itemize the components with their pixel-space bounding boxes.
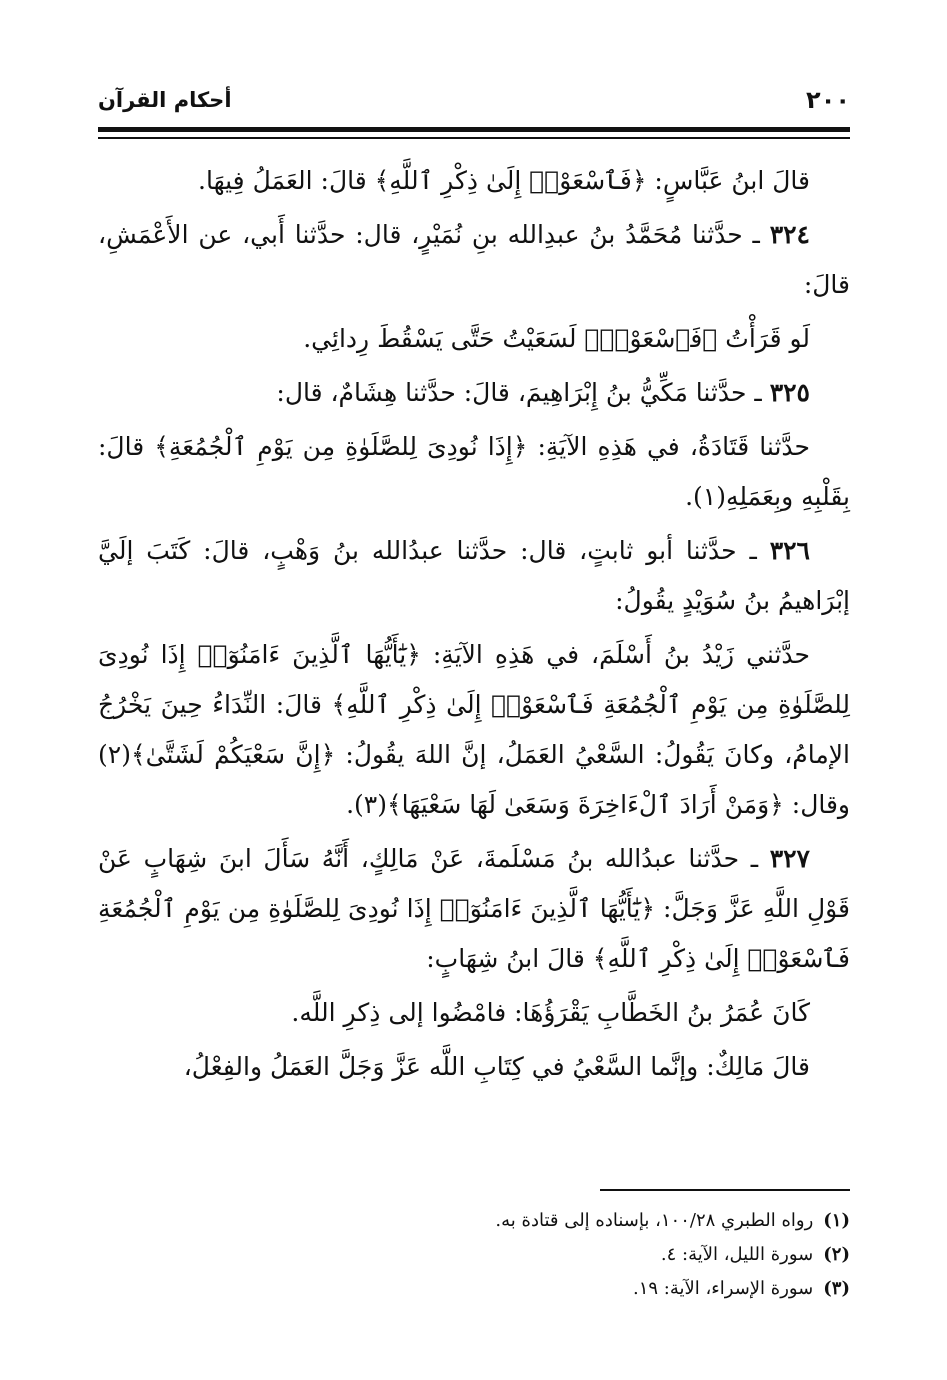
paragraph-text: ـ حدَّثنا عبدُالله بنُ مَسْلَمةَ، عَنْ مَالِكٍ، أَنَّهُ سَأَلَ ابنَ شِهَابٍ عَنْ قَوْلِ اللَّهِ عَزَّ وَجَلَّ: ﴿يَٰٓأَيُّهَا ٱلَّذِينَ ءَامَنُوٓا۟ إِذَا نُودِىَ لِلصَّلَوٰةِ مِن يَوْمِ ٱلْجُمُعَةِ فَٱسْعَوْا۟ إِلَىٰ ذِكْرِ ٱللَّهِ﴾ قالَ ابنُ شِهَابٍ:	[98, 844, 850, 973]
paragraph	[98, 526, 850, 626]
paragraph-text: قالَ مَالِكٌ: وإنَّما السَّعْيُ في كِتَابِ اللَّه عَزَّ وَجَلَّ العَمَلُ والفِعْلُ،	[183, 1052, 810, 1081]
header-rule-thick	[98, 127, 850, 132]
paragraph-text: حدَّثنا قَتَادَةُ، في هَذِهِ الآيَةِ: ﴿إِذَا نُودِىَ لِلصَّلَوٰةِ مِن يَوْمِ ٱلْجُمُعَةِ﴾ قالَ: بِقَلْبِهِ وبِعَمَلِهِ(١).	[98, 432, 850, 511]
paragraph	[98, 988, 850, 1038]
paragraph-text: قالَ ابنُ عَبَّاسٍ: ﴿فَٱسْعَوْا۟ إِلَىٰ ذِكْرِ ٱللَّهِ﴾ قالَ: العَمَلُ فِيهَا.	[198, 166, 810, 195]
paragraph	[98, 1042, 850, 1092]
running-title: أحكام القرآن	[98, 88, 232, 112]
footnote-text: سورة الليل، الآية: ٤.	[660, 1244, 814, 1265]
hadith-number: ٣٢٦	[769, 536, 810, 565]
hadith-number: ٣٢٥	[769, 378, 810, 407]
paragraph	[98, 156, 850, 206]
page-header	[98, 86, 850, 120]
footnote-text: سورة الإسراء، الآية: ١٩.	[632, 1278, 814, 1299]
paragraph-text: ـ حدَّثنا مَكِّيُّ بنُ إِبْرَاهِيمَ، قالَ: حدَّثنا هِشَامٌ، قال:	[276, 378, 770, 407]
footnote	[98, 1204, 850, 1238]
header-rule-thin	[98, 137, 850, 139]
footnotes	[98, 1204, 850, 1306]
paragraph-text: كَانَ عُمَرُ بنُ الخَطَّابِ يَقْرَؤُهَا: فامْضُوا إلى ذِكرِ اللَّه.	[291, 998, 810, 1027]
footnote-separator	[600, 1189, 850, 1191]
paragraph-text: حدَّثني زَيْدُ بنُ أَسْلَمَ، في هَذِهِ الآيَةِ: ﴿يَٰٓأَيُّهَا ٱلَّذِينَ ءَامَنُوٓا۟ إِذَا نُودِىَ لِلصَّلَوٰةِ مِن يَوْمِ ٱلْجُمُعَةِ فَٱسْعَوْا۟ إِلَىٰ ذِكْرِ ٱللَّهِ﴾ قالَ: النِّدَاءُ حِينَ يَخْرُجُ الإمامُ، وكانَ يَقُولُ: السَّعْيُ العَمَلُ، إنَّ اللهَ يقُولُ: ﴿إِنَّ سَعْيَكُمْ لَشَتَّىٰ﴾(٢) وقال: ﴿وَمَنْ أَرَادَ ٱلْءَاخِرَةَ وَسَعَىٰ لَهَا سَعْيَهَا﴾(٣).	[98, 640, 850, 819]
paragraph-text: لَو قَرَأْتُ ﴿فَٱسْعَوْا۟﴾ لَسَعَيْتُ حَتَّى يَسْقُطَ رِدائِي.	[303, 324, 810, 353]
hadith-number: ٣٢٧	[769, 844, 810, 873]
footnote	[98, 1272, 850, 1306]
paragraph	[98, 630, 850, 830]
footnote-mark: (٢)	[823, 1244, 850, 1265]
hadith-number: ٣٢٤	[769, 220, 810, 249]
paragraph-text: ـ حدَّثنا أبو ثابتٍ، قال: حدَّثنا عبدُالله بنُ وَهْبٍ، قالَ: كَتَبَ إلَيَّ إبْرَاهيمُ بنُ سُوَيْدٍ يقُولُ:	[98, 536, 850, 615]
footnote-text: رواه الطبري ١٠٠/٢٨، بإسناده إلى قتادة به.	[495, 1210, 814, 1231]
footnote-mark: (٣)	[823, 1278, 850, 1299]
paragraph	[98, 834, 850, 984]
footnote-mark: (١)	[823, 1210, 850, 1231]
paragraph-text: ـ حدَّثنا مُحَمَّدُ بنُ عبدِالله بنِ نُمَيْرٍ، قال: حدَّثنا أَبي، عن الأَعْمَشِ، قالَ:	[98, 220, 850, 299]
page-number: ٢٠٠	[806, 86, 850, 114]
paragraph	[98, 422, 850, 522]
paragraph	[98, 368, 850, 418]
main-text	[98, 156, 850, 1096]
paragraph	[98, 210, 850, 310]
footnote	[98, 1238, 850, 1272]
paragraph	[98, 314, 850, 364]
